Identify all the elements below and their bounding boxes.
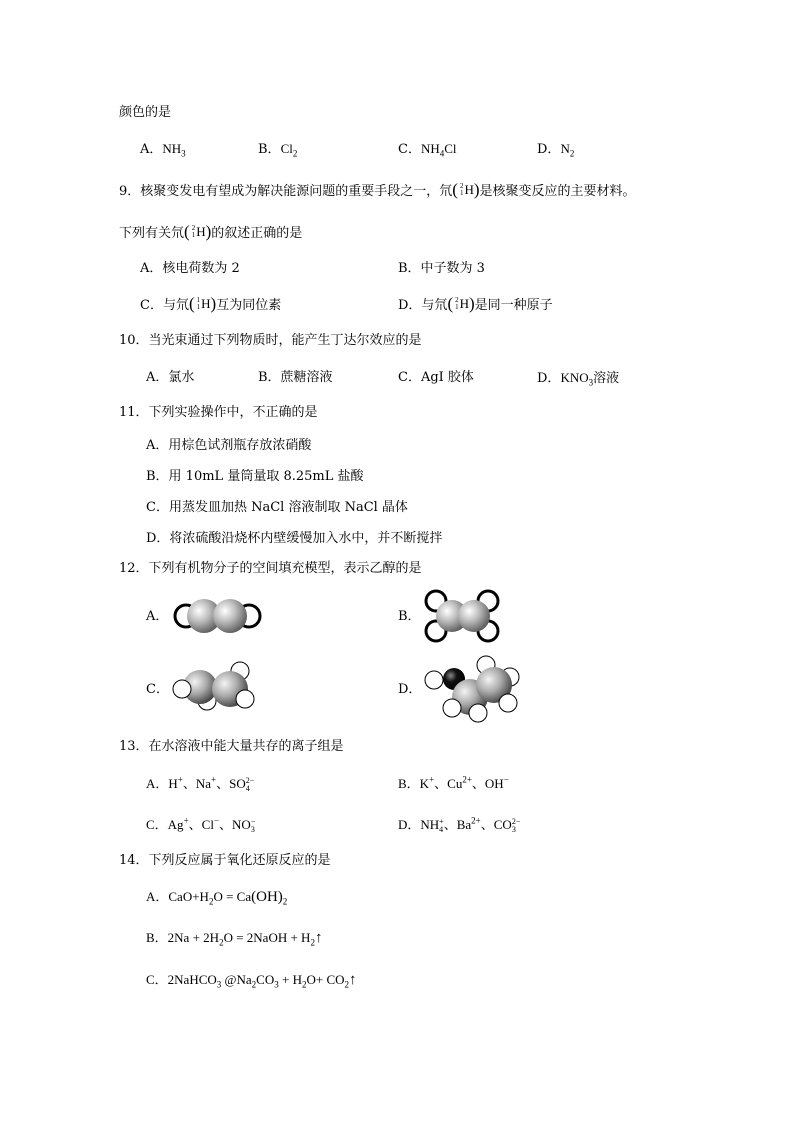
subscript: 3 <box>216 979 222 990</box>
ion: H <box>168 776 178 791</box>
charge: − <box>503 774 509 785</box>
q10-option-b[interactable]: B．蔗糖溶液 <box>258 370 333 385</box>
charge: + <box>211 774 217 785</box>
subscript: 2 <box>292 148 298 159</box>
charge: 2− <box>511 817 521 827</box>
q12-option-b-label[interactable]: B． <box>398 609 421 624</box>
atomic-number: 1 <box>459 189 464 197</box>
q9-stem <box>119 182 636 200</box>
ion: NO <box>232 817 251 832</box>
q13-option-d[interactable] <box>398 817 520 834</box>
q10-option-a[interactable]: A．氯水 <box>146 370 195 385</box>
formula: NH <box>162 141 182 156</box>
ion: Na <box>195 776 212 791</box>
mass-number: 2 <box>455 296 459 304</box>
q9-option-d[interactable] <box>398 296 553 314</box>
option-text: C．与氘 <box>140 298 189 313</box>
equation-part: O = 2NaOH + H <box>223 930 311 945</box>
ion: OH <box>484 776 504 791</box>
ion: CO <box>493 817 512 832</box>
subscript: 2 <box>208 896 214 907</box>
option-label: A． <box>146 889 169 904</box>
q8-option-a[interactable] <box>140 141 186 158</box>
q9-option-a[interactable]: A．核电荷数为 2 <box>140 261 240 276</box>
hydrogen-atom <box>499 694 517 712</box>
option-label: B． <box>398 776 420 791</box>
q12-option-a-label[interactable]: A． <box>146 609 169 624</box>
charge: + <box>183 815 189 826</box>
ion: Ba <box>456 817 472 832</box>
ion: K <box>419 776 430 791</box>
option-text: 溶液 <box>593 371 620 386</box>
element-symbol: H <box>201 296 211 311</box>
q12-option-c-label[interactable]: C． <box>146 682 169 697</box>
charge: 2+ <box>462 774 472 785</box>
q14-option-c[interactable] <box>146 972 357 988</box>
equation-part: + H <box>278 972 302 987</box>
atomic-number: 1 <box>191 231 196 239</box>
q13-stem: 13．在水溶液中能大量共存的离子组是 <box>119 739 344 754</box>
q10-option-c[interactable]: C．AgI 胶体 <box>398 370 474 385</box>
option-label: D． <box>537 142 561 157</box>
q12-option-d-model[interactable] <box>420 653 526 721</box>
subscript: 2 <box>219 937 224 948</box>
hydrogen-atom <box>173 680 191 698</box>
deuterium-symbol: ( 2 1 H ) <box>184 222 212 241</box>
q9-line2-text-end: 的叙述正确的是 <box>211 226 303 241</box>
mass-number: 2 <box>459 182 464 190</box>
mass-number: 2 <box>191 224 196 232</box>
option-label: C． <box>146 972 168 987</box>
separator: 、 <box>219 817 233 832</box>
hydrogen-atom <box>443 699 461 717</box>
subscript: 3 <box>181 148 186 159</box>
gas-arrow-icon: ↑ <box>349 972 357 988</box>
separator: 、 <box>188 817 202 832</box>
q14-option-a[interactable] <box>146 889 287 905</box>
equation-part: O+ CO <box>306 972 345 987</box>
element-symbol: H <box>196 224 206 239</box>
q9-stem-line2 <box>119 224 302 242</box>
q8-stem-continuation: 颜色的是 <box>119 105 172 120</box>
q11-option-a[interactable]: A．用棕色试剂瓶存放浓硝酸 <box>146 438 312 453</box>
q11-option-d[interactable]: D．将浓硫酸沿烧杯内壁缓慢加入水中，并不断搅拌 <box>146 531 443 546</box>
formula: N <box>560 141 570 156</box>
hydrogen-atom <box>469 704 487 722</box>
formula: Cl <box>444 141 457 156</box>
ion: NH <box>420 817 440 832</box>
subscript: 2 <box>310 937 315 948</box>
deuterium-symbol: ( 2 1 H ) <box>447 294 475 313</box>
subscript: 2 <box>282 896 288 907</box>
separator: 、 <box>434 776 448 791</box>
option-text: D．与氘 <box>398 298 448 313</box>
q8-option-c[interactable] <box>398 141 457 158</box>
q12-stem: 12．下列有机物分子的空间填充模型，表示乙醇的是 <box>119 561 422 576</box>
subscript: 4 <box>439 825 444 835</box>
q11-option-b[interactable]: B．用 10mL 量筒量取 8.25mL 盐酸 <box>146 469 364 484</box>
hydrogen-atom <box>236 690 254 708</box>
protium-symbol: ( 1 1 H ) <box>188 294 217 313</box>
carbon-atom <box>458 600 490 632</box>
ion: Ag <box>167 817 184 832</box>
element-symbol: H <box>464 182 474 197</box>
q12-option-c-model[interactable] <box>170 659 262 715</box>
ion: SO <box>229 776 246 791</box>
subscript: 3 <box>274 979 279 990</box>
charge: 2− <box>245 776 255 786</box>
q10-option-d[interactable] <box>537 370 619 387</box>
separator: 、 <box>216 776 230 791</box>
q9-stem-text: 9．核聚变发电有望成为解决能源问题的重要手段之一，氘 <box>119 184 453 199</box>
option-text-end: 是同一种原子 <box>474 298 553 313</box>
separator: 、 <box>480 817 494 832</box>
q13-option-a[interactable] <box>146 776 254 793</box>
option-label: D． <box>398 817 421 832</box>
equation-part: (OH) <box>251 889 283 905</box>
separator: 、 <box>443 817 457 832</box>
q10-stem: 10．当光束通过下列物质时，能产生丁达尔效应的是 <box>119 333 422 348</box>
option-label: A． <box>146 776 169 791</box>
equation-part: @Na <box>221 972 252 987</box>
subscript: 3 <box>250 825 255 835</box>
equation-part: CaO+H <box>168 889 209 904</box>
q13-option-c[interactable] <box>146 817 255 834</box>
q13-option-b[interactable] <box>398 776 509 792</box>
option-label: C． <box>146 817 168 832</box>
charge: − <box>250 817 256 827</box>
charge: + <box>177 774 183 785</box>
option-label: A． <box>140 142 163 157</box>
subscript: 3 <box>588 377 594 388</box>
q14-option-b[interactable] <box>146 930 322 946</box>
q14-stem: 14．下列反应属于氧化还原反应的是 <box>119 853 331 868</box>
q11-option-c[interactable]: C．用蒸发皿加热 NaCl 溶液制取 NaCl 晶体 <box>146 500 408 515</box>
charge: + <box>429 774 435 785</box>
subscript: 2 <box>251 979 257 990</box>
subscript: 4 <box>245 784 250 794</box>
q12-option-d-label[interactable]: D． <box>398 682 422 697</box>
gas-arrow-icon: ↑ <box>314 930 323 946</box>
q12-option-a-model[interactable] <box>172 596 264 636</box>
equation-part: 2Na + 2H <box>167 930 220 945</box>
option-label: B． <box>258 142 281 157</box>
separator: 、 <box>182 776 196 791</box>
subscript: 2 <box>344 979 349 990</box>
option-label: D． <box>537 371 561 386</box>
subscript: 3 <box>511 825 516 835</box>
q9-line2-text: 下列有关氘 <box>119 226 185 241</box>
charge: + <box>439 817 444 827</box>
equation-part: CO <box>256 972 275 987</box>
element-symbol: H <box>459 296 469 311</box>
mass-number: 1 <box>196 296 201 304</box>
subscript: 2 <box>301 979 307 990</box>
separator: 、 <box>471 776 485 791</box>
atomic-number: 1 <box>455 303 459 311</box>
formula: KNO <box>560 370 589 385</box>
formula: Cl <box>280 141 293 156</box>
subscript: 4 <box>439 148 445 159</box>
hydrogen-atom <box>425 671 443 689</box>
atomic-number: 1 <box>196 303 201 311</box>
ion: Cl <box>201 817 214 832</box>
option-label: B． <box>146 930 168 945</box>
q8-option-d[interactable] <box>537 141 574 158</box>
deuterium-symbol: ( 2 1 H ) <box>452 180 480 199</box>
q11-stem: 11．下列实验操作中，不正确的是 <box>119 405 318 420</box>
ion: Cu <box>447 776 463 791</box>
option-text-end: 互为同位素 <box>216 298 282 313</box>
equation-part: 2NaHCO <box>167 972 217 987</box>
q9-option-c[interactable] <box>140 296 281 314</box>
q12-option-b-model[interactable] <box>424 589 500 643</box>
q8-option-b[interactable] <box>258 141 297 158</box>
q9-option-b[interactable]: B．中子数为 3 <box>398 261 485 276</box>
equation-part: O = Ca <box>213 889 252 904</box>
formula: NH <box>420 141 440 156</box>
option-label: C． <box>398 142 421 157</box>
q9-stem-text-end: 是核聚变反应的主要材料。 <box>479 184 636 199</box>
subscript: 2 <box>569 148 575 159</box>
carbon-atom <box>213 599 247 633</box>
charge: 2+ <box>471 815 481 826</box>
charge: − <box>213 815 220 826</box>
